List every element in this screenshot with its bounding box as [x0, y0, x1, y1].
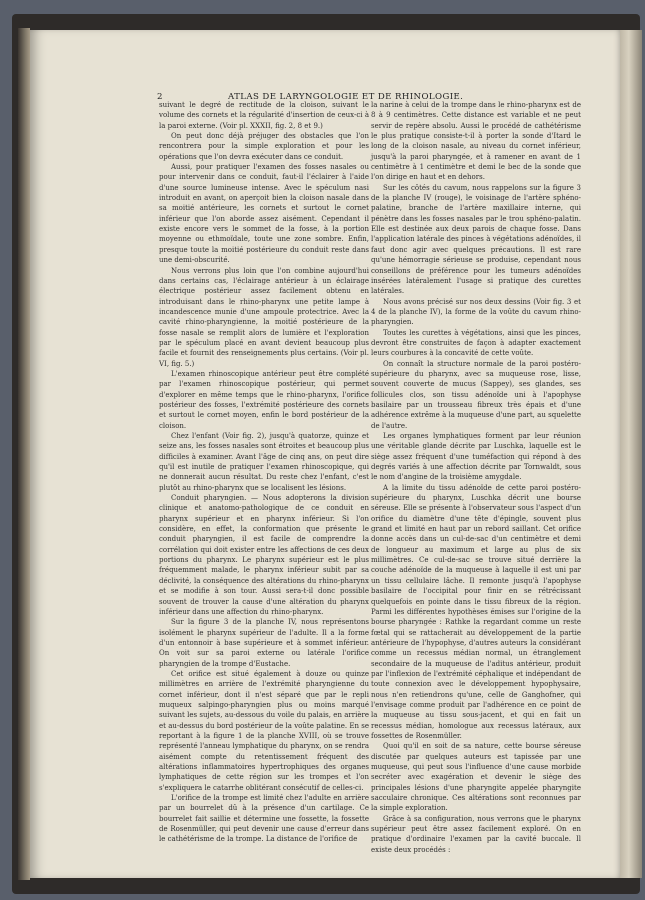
paragraph: L'examen rhinoscopique antérieur peut être complété par l'examen rhinoscopique postérieur, qui permet d'explorer en même temps que le rhino-pharynx, l'orifice postérieur des fosses, l'extrémité postérieure des cornets et surtout le cornet moyen, enfin le bord postérieur de la cloison.: [159, 369, 369, 430]
left-column: [159, 100, 369, 844]
page-number: 2: [157, 92, 163, 102]
paragraph: On peut donc déjà préjuger des obstacles que l'on rencontrera pour la simple exploration et pour les opérations que l'on devra exécuter dans ce conduit.: [159, 132, 369, 161]
paragraph: Sur les côtés du cavum, nous rappelons sur la figure 3 de la planche IV (rouge), le voisinage de l'artère sphéno-palatine, branche de l'artère maxillaire interne, qui pénètre dans les fosses nasales par le trou sphéno-palatin. Elle est destinée aux deux parois de chaque fosse. Dans l'application latérale des pinces à végétations adénoïdes, il faut donc agir avec quelques précautions. Il est rare qu'une hémorragie sérieuse se produise, cependant nous conseillons de préférence pour les tumeurs adénoïdes insérées latéralement l'usage si pratique des curettes latérales.: [371, 183, 581, 296]
paragraph: suivant le degré de rectitude de la cloison, suivant le volume des cornets et la régularité d'insertion de ceux-ci à la paroi externe. (Voir pl. XXXII, fig. 2, 8 et 9.): [159, 101, 369, 130]
paragraph: L'orifice de la trompe est limité chez l'adulte en arrière par un bourrelet dû à la présence d'un cartilage. Ce bourrelet fait saillie et détermine une fossette, la fossette de Rosenmüller, qui peut devenir une cause d'erreur dans le cathétérisme de la trompe. La distance de l'orifice de: [159, 794, 369, 844]
book-spine: [18, 28, 30, 880]
page-stack-edge: [620, 30, 642, 878]
paragraph: Chez l'enfant (Voir fig. 2), jusqu'à quatorze, quinze et seize ans, les fosses nasales sont étroites et beaucoup plus difficiles à examiner. Avant l'âge de cinq ans, on peut dire qu'il est inutile de pratiquer l'examen rhinoscopique, qui ne donnerait aucun résultat. Du reste chez l'enfant, c'est plutôt au rhino-pharynx que se localisent les lésions.: [159, 432, 369, 492]
paragraph: Nous avons précisé sur nos deux dessins (Voir fig. 3 et 4 de la planche IV), la forme de la voûte du cavum rhino-pharyngien.: [371, 297, 581, 327]
paragraph: Aussi, pour pratiquer l'examen des fosses nasales ou pour intervenir dans ce conduit, faut-il l'éclairer à l'aide d'une source lumineuse intense. Avec le spéculum nasi introduit en avant, on aperçoit bien la cloison nasale dans sa moitié antérieure, les cornets et surtout le cornet inférieur que l'on aborde assez aisément. Cependant il existe encore vers le sommet de la fosse, à la portion moyenne ou ethmoïdale, toute une zone sombre. Enfin, presque toute la moitié postérieure du conduit reste dans une demi-obscurité.: [159, 163, 369, 265]
paragraph: la narine à celui de la trompe dans le rhino-pharynx est de 8 à 9 centimètres. Cette distance est variable et ne peut servir de repère absolu. Aussi le procédé de cathétérisme le plus pratique consiste-t-il à porter la sonde d'Itard le long de la cloison nasale, au niveau du cornet inférieur, jusqu'à la paroi pharyngée, et à ramener en avant de 1 centimètre à 1 centimètre et demi le bec de la sonde que l'on dirige en haut et en dehors.: [371, 101, 581, 182]
paragraph: Les organes lymphatiques forment par leur réunion une véritable glande décrite par Luschka, laquelle est le siège assez fréquent d'une tuméfaction qui répond à des degrés variés à une affection décrite par Tornwaldt, sous le nom d'angine de la troisième amygdale.: [371, 432, 581, 482]
paragraph: Sur la figure 3 de la planche IV, nous représentons isolément le pharynx supérieur de l'adulte. Il a la forme d'un entonnoir à base supérieure et à sommet inférieur. On voit sur sa paroi externe ou latérale l'orifice pharyngien de la trompe d'Eustache.: [159, 618, 369, 668]
paragraph: Nous verrons plus loin que l'on combine aujourd'hui dans certains cas, l'éclairage antérieur à un éclairage électrique postérieur assez facilement obtenu en introduisant dans le rhino-pharynx une petite lampe à incandescence munie d'une ampoule protectrice. Avec la cavité rhino-pharyngienne, la moitié postérieure de la fosse nasale se remplit alors de lumière et l'exploration par le spéculum placé en avant devient beaucoup plus facile et fournit des renseignements plus certains. (Voir pl. VI, fig. 5.): [159, 266, 369, 368]
right-column: [371, 100, 581, 854]
paragraph: On connaît la structure normale de la paroi postéro-supérieure du pharynx, avec sa muqueuse rose, lisse, souvent couverte de mucus (Sappey), ses glandes, ses follicules clos, son tissu adénoïde uni à l'apophyse basilaire par un trousseau fibreux très épais et d'une adhérence extrême à la muqueuse d'une part, au squelette de l'autre.: [371, 359, 581, 430]
paragraph: Cet orifice est situé également à douze ou quinze millimètres en arrière de l'extrémité pharyngienne du cornet inférieur, dont il n'est séparé que par le repli muqueux salpingo-pharyngien plus ou moins marqué suivant les sujets, au-dessous du voile du palais, en arrière et au-dessus du bord postérieur de la voûte palatine. En se reportant à la figure 1 de la planche XVIII, où se trouve représenté l'anneau lymphatique du pharynx, on se rendra aisément compte du retentissement fréquent des altérations inflammatoires hypertrophiques des organes lymphatiques de cette région sur les trompes et l'on s'expliquera le catarrhe oblitérant consécutif de celles-ci.: [159, 669, 369, 792]
paragraph: A la limite du tissu adénoïde de cette paroi postéro-supérieure du pharynx, Luschka décrit une bourse séreuse. Elle se présente à l'observateur sous l'aspect d'un orifice du diamètre d'une tête d'épingle, souvent plus grand et limité en haut par un rebord saillant. Cet orifice donne accès dans un cul-de-sac d'un centimètre et demi de longueur au maximum et large au plus de six millimètres. Ce cul-de-sac se trouve situé derrière la couche adénoïde de la muqueuse à laquelle il est uni par un tissu cellulaire lâche. Il remonte jusqu'à l'apophyse basilaire de l'occipital pour finir en se rétrécissant quelquefois en pointe dans le tissu fibreux de la région. Parmi les différentes hypothèses émises sur l'origine de la bourse pharyngée : Rathke la regardant comme un reste fœtal qui se rattacherait au développement de la partie antérieure de l'hypophyse, d'autres auteurs la considérant comme un recessus médian normal, un étranglement secondaire de la muqueuse de l'aditus antérieur, produit par l'inflexion de l'extrémité céphalique et indépendant de toute connexion avec le développement hypophysaire, nous n'en retiendrons qu'une, celle de Ganghofner, qui l'envisage comme produit par l'adhérence en ce point de la muqueuse au tissu sous-jacent, et qui en fait un recessus médian, homologue aux recessus latéraux, aux fossettes de Rosenmüller.: [371, 483, 581, 740]
paragraph: Toutes les curettes à végétations, ainsi que les pinces, devront être construites de façon à adapter exactement leurs courbures à la concavité de cette voûte.: [371, 328, 581, 358]
paragraph: Quoi qu'il en soit de sa nature, cette bourse séreuse discutée par quelques auteurs est tapissée par une muqueuse, qui peut sous l'influence d'une cause morbide secréter avec exagération et devenir le siège des principales lésions d'une pharyngite appelée pharyngite sacculaire chronique. Ces altérations sont reconnues par la simple exploration.: [371, 742, 581, 813]
paragraph: Grâce à sa configuration, nous verrons que le pharynx supérieur peut être assez facilement exploré. On en pratique d'ordinaire l'examen par la cavité buccale. Il existe deux procédés :: [371, 814, 581, 854]
paragraph: Conduit pharyngien. — Nous adopterons la division clinique et anatomo-pathologique de ce conduit en pharynx supérieur et en pharynx inférieur. Si l'on considère, en effet, la conformation que présente le conduit pharyngien, il est facile de comprendre la corrélation qui doit exister entre les affections de ces deux portions du pharynx. Le pharynx supérieur est le plus fréquemment malade, le pharynx inférieur subit par sa déclivité, la conséquence des altérations du rhino-pharynx et se modifie à son tour. Aussi sera-t-il donc possible souvent de trouver la cause d'une altération du pharynx inférieur dans une affection du rhino-pharynx.: [159, 494, 369, 616]
running-head: ATLAS DE LARYNGOLOGIE ET DE RHINOLOGIE.: [228, 92, 464, 102]
